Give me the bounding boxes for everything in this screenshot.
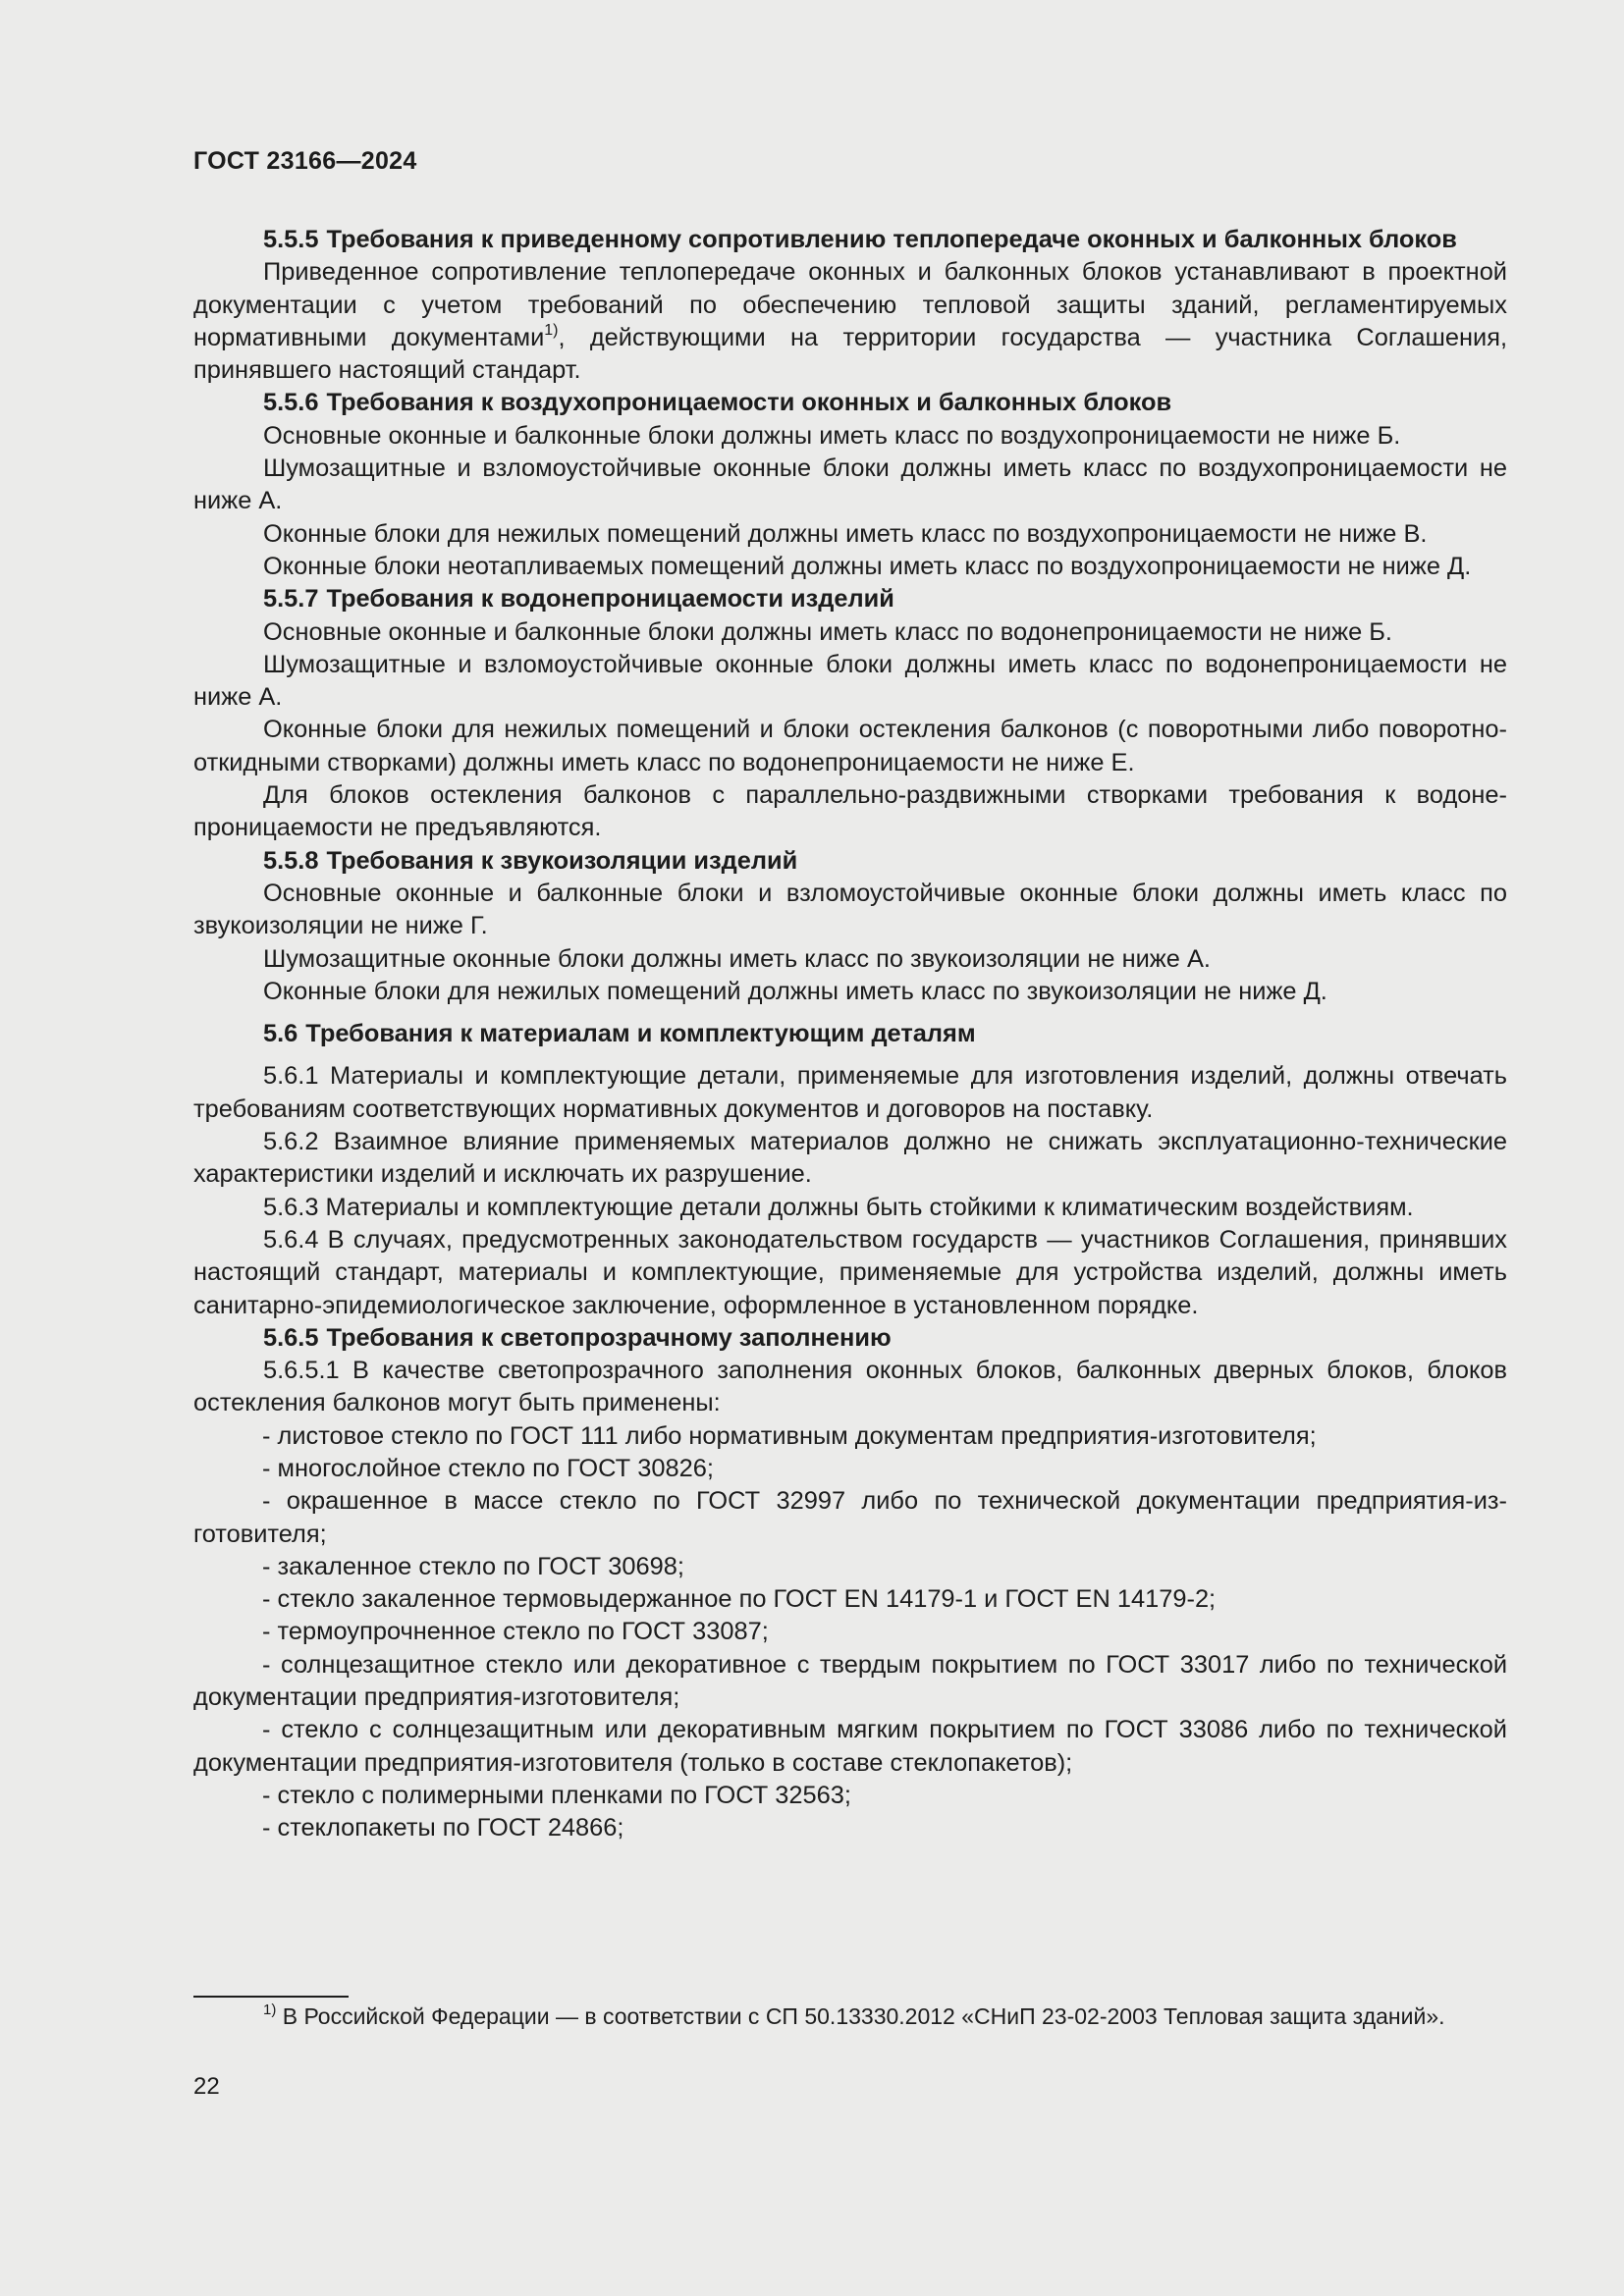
- section-number: 5.5.6: [263, 389, 319, 417]
- paragraph: Оконные блоки для нежилых помещений должны иметь класс по воздухопроницаемости не ниже В.: [263, 519, 1428, 548]
- footnote: [193, 2002, 1507, 2032]
- paragraph: [193, 256, 1507, 387]
- section-number: 5.5.7: [263, 585, 319, 614]
- paragraph: Основные оконные и балконные блоки и взломоустойчивые оконные блоки должны иметь класс по звукоизоляции не ниже Г.: [193, 879, 1507, 940]
- section-title: Требования к воздухопроницаемости оконных и балконных блоков: [326, 389, 1172, 417]
- section-heading-5-5-5: [193, 224, 1507, 256]
- section-heading-5-5-6: [193, 387, 1507, 419]
- list-item: - закаленное стекло по ГОСТ 30698;: [262, 1552, 684, 1580]
- list-item: - стекло с полимерными пленками по ГОСТ 32563;: [262, 1781, 851, 1809]
- paragraph-text: , действующими на территории государства — участника Соглашения, принявшего настоящий стандарт.: [193, 323, 1508, 385]
- section-number: 5.5.5: [263, 226, 319, 253]
- list-item: - окрашенное в массе стекло по ГОСТ 32997 либо по технической документации предприятия-изготовителя;: [193, 1487, 1507, 1548]
- section-number: 5.6.5: [263, 1323, 319, 1352]
- paragraph: Основные оконные и балконные блоки должны иметь класс по воздухопроницаемости не ниже Б.: [263, 421, 1401, 450]
- list-item: - листовое стекло по ГОСТ 111 либо нормативным документам предприятия-изготовителя;: [262, 1421, 1317, 1450]
- section-number: 5.6: [263, 1020, 298, 1048]
- section-heading-5-5-7: [193, 583, 1507, 615]
- paragraph: Оконные блоки для нежилых помещений должны иметь класс по звукоизоляции не ниже Д.: [263, 977, 1327, 1005]
- paragraph: Оконные блоки для нежилых помещений и блоки остекления балконов (с поворотными либо поворотно-откидными створками) должны иметь класс по водонепроницаемости не ниже Е.: [193, 716, 1507, 776]
- paragraph: Шумозащитные оконные блоки должны иметь класс по звукоизоляции не ниже А.: [263, 944, 1211, 973]
- paragraph: 5.6.1 Материалы и комплектующие детали, применяемые для изготовления изделий, должны отвечать требованиям соответствующих нормативных документов и договоров на поставку.: [193, 1062, 1507, 1123]
- paragraph: Для блоков остекления балконов с параллельно-раздвижными створками требования к водонепроницаемости не предъявляются.: [193, 781, 1507, 842]
- page-number: 22: [193, 2073, 220, 2100]
- list-item: - солнцезащитное стекло или декоративное с твердым покрытием по ГОСТ 33017 либо по технической документации предприятия-изготовителя;: [193, 1650, 1507, 1712]
- list-item: - стекло с солнцезащитным или декоративным мягким покрытием по ГОСТ 33086 либо по технической документации предприятия-изготовителя (только в составе стеклопакетов);: [193, 1716, 1507, 1777]
- section-title: Требования к светопрозрачному заполнению: [326, 1323, 892, 1352]
- footnote-divider: [193, 1996, 349, 1998]
- section-heading-5-6: [193, 1018, 1507, 1050]
- list-item: - многослойное стекло по ГОСТ 30826;: [262, 1454, 714, 1482]
- section-title: Требования к водонепроницаемости изделий: [326, 585, 894, 614]
- section-title: Требования к приведенному сопротивлению теплопередаче оконных и балконных блоков: [326, 226, 1457, 253]
- paragraph: Шумозащитные и взломоустойчивые оконные блоки должны иметь класс по водонепроницаемости не ниже А.: [193, 650, 1507, 712]
- paragraph: 5.6.5.1 В качестве светопрозрачного заполнения оконных блоков, балконных дверных блоков, блоков остекления балконов могут быть применены:: [193, 1357, 1507, 1417]
- footnote-marker: 1): [263, 2002, 277, 2018]
- running-header: ГОСТ 23166—2024: [193, 147, 417, 175]
- list-item: - термоупрочненное стекло по ГОСТ 33087;: [262, 1618, 769, 1646]
- section-number: 5.5.8: [263, 846, 319, 875]
- paragraph: 5.6.2 Взаимное влияние применяемых материалов должно не снижать эксплуатационно-технические характеристики изделий и исключать их разрушение.: [193, 1128, 1507, 1189]
- list-item: - стеклопакеты по ГОСТ 24866;: [262, 1814, 624, 1842]
- section-title: Требования к звукоизоляции изделий: [326, 846, 798, 875]
- paragraph: Шумозащитные и взломоустойчивые оконные блоки должны иметь класс по воздухопроницаемости не ниже А.: [193, 454, 1507, 515]
- paragraph-text: Приведенное сопротивление теплопередаче оконных и балконных блоков устанавливают в проектной документации с учетом требований по обеспечению тепловой защиты зданий, регламентируемых нормативными документами: [193, 258, 1507, 351]
- section-heading-5-5-8: [193, 845, 1507, 878]
- main-text: [193, 224, 1507, 1845]
- footnote-paragraph: [193, 2002, 1507, 2032]
- footnote-text: В Российской Федерации — в соответствии с СП 50.13330.2012 «СНиП 23-02-2003 Тепловая защита зданий».: [276, 2003, 1445, 2029]
- paragraph: Основные оконные и балконные блоки должны иметь класс по водонепроницаемости не ниже Б.: [263, 617, 1392, 646]
- footnote-ref[interactable]: 1): [544, 321, 559, 339]
- list-item: - стекло закаленное термовыдержанное по ГОСТ EN 14179-1 и ГОСТ EN 14179-2;: [262, 1585, 1217, 1614]
- section-title: Требования к материалам и комплектующим деталям: [305, 1020, 976, 1048]
- section-heading-5-6-5: [193, 1322, 1507, 1355]
- paragraph: Оконные блоки неотапливаемых помещений должны иметь класс по воздухопроницаемости не ниже Д.: [263, 552, 1472, 580]
- paragraph: 5.6.3 Материалы и комплектующие детали должны быть стойкими к климатическим воздействиям.: [263, 1193, 1414, 1221]
- paragraph: 5.6.4 В случаях, предусмотренных законодательством государств — участников Соглашения, принявших настоящий стандарт, материалы и комплектующие, применяемые для устройства изделий, должны иметь санитарно-эпидемиологическое заключение, оформленное в установленном порядке.: [193, 1225, 1507, 1319]
